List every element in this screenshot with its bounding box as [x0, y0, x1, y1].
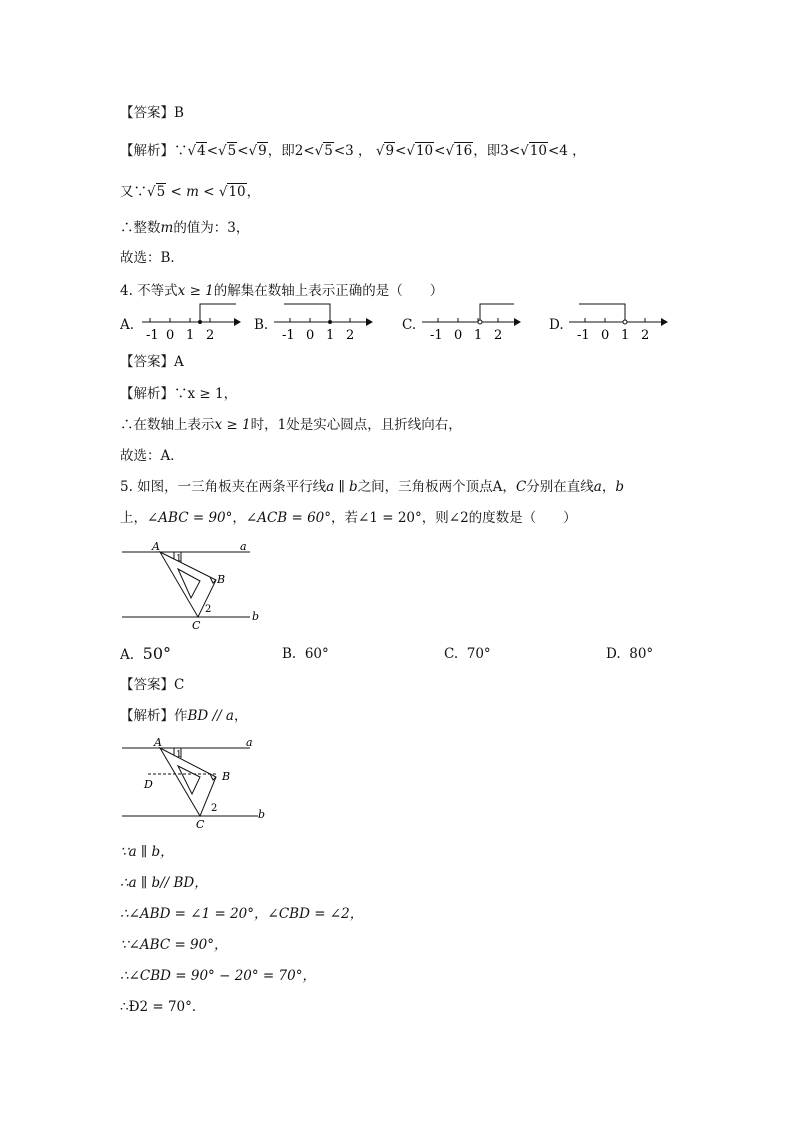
q5-option-a-value: 50°	[142, 644, 171, 663]
q3-analysis-line3	[120, 219, 249, 237]
q5-option-d-label: D.	[606, 646, 621, 662]
label-line-b: b	[252, 610, 260, 623]
q4-option-b-label: B.	[254, 317, 269, 333]
sqrt-10: √10	[406, 143, 434, 159]
because-symbol: ∵	[174, 143, 188, 159]
tick-label: 0	[166, 328, 175, 343]
q5-step-1: ∵a ∥ b，	[120, 844, 174, 860]
q4-option-d-number-line	[565, 298, 669, 344]
text-comma: ，	[246, 184, 261, 200]
analysis-label: 【解析】	[120, 143, 174, 159]
text-ze1: ，即2<	[267, 143, 315, 159]
q5-option-a	[120, 645, 171, 664]
label-c-point: C	[196, 818, 205, 831]
q4-analysis2	[120, 416, 462, 434]
text-lt4: <4 ，	[547, 143, 586, 159]
q4-analysis2-pre: ∴在数轴上表示	[120, 417, 215, 433]
q5-option-c	[444, 645, 491, 663]
q4-option-b-number-line	[270, 298, 374, 344]
q5-angle-acb: ∠ACB = 60°	[245, 510, 332, 526]
sqrt-10c: √10	[218, 184, 246, 200]
q5-stem2-post: 的度数是（ ）	[468, 510, 577, 526]
tick-label: 0	[601, 328, 610, 343]
q5-parallel-ab: a ∥ b	[326, 479, 358, 495]
q5-line-a: a	[593, 479, 602, 495]
q3-answer: 【答案】B	[120, 105, 184, 121]
sqrt-5b: √5	[314, 143, 333, 159]
sqrt-5: √5	[218, 143, 237, 159]
q5-stem1-pre: 5. 如图，一三角板夹在两条平行线	[120, 479, 327, 495]
q4-stem-math: x ≥ 1	[177, 283, 214, 299]
label-c-point: C	[192, 619, 201, 630]
q5-point-c: C	[515, 479, 527, 495]
label-angle-2: 2	[211, 803, 218, 814]
q4-stem-pre: 4. 不等式	[120, 283, 178, 299]
text-lt3: <3 ，	[333, 143, 372, 159]
q5-sep: ，	[232, 510, 246, 526]
tick-label: 2	[641, 328, 650, 343]
q4-answer: 【答案】A	[120, 354, 184, 370]
q4-stem-post: 的解集在数轴上表示正确的是（ ）	[213, 283, 444, 299]
tick-label: 0	[306, 328, 315, 343]
q3-choose: 故选：B．	[120, 250, 184, 266]
label-angle-2: 2	[205, 604, 212, 615]
q5-step-3: ∴∠ABD = ∠1 = 20°，∠CBD = ∠2，	[120, 906, 364, 922]
label-b-point: B	[222, 770, 231, 783]
sqrt-9: √9	[248, 143, 267, 159]
tick-label: 1	[186, 328, 195, 343]
q5-option-b	[282, 645, 329, 663]
q5-option-d-value: 80°	[629, 646, 654, 662]
q5-then: ，则	[421, 510, 449, 526]
q5-analysis-first	[120, 707, 247, 725]
sqrt-16: √16	[445, 143, 473, 159]
q5-angle-abc: ∠ABC = 90°	[147, 510, 233, 526]
q5-step-4: ∵∠ABC = 90°，	[120, 937, 228, 953]
text-also-because: 又∵	[120, 184, 147, 200]
q5-figure-solution	[118, 736, 268, 832]
label-b-point: B	[217, 573, 226, 586]
q5-option-b-value: 60°	[304, 646, 329, 662]
q4-option-a-label: A.	[120, 317, 135, 333]
q5-option-c-value: 70°	[466, 646, 491, 662]
q5-option-d	[606, 645, 653, 663]
var-m: m	[160, 220, 174, 236]
q5-step-6: ∴Ð2 = 70°．	[120, 999, 206, 1015]
label-angle-1: 1	[176, 750, 182, 760]
q5-stem1-mid: 之间，三角板两个顶点A，	[357, 479, 516, 495]
q5-if: ，若	[331, 510, 359, 526]
q4-analysis1-text: ∵x ≥ 1，	[174, 386, 238, 402]
sqrt-4: √4	[187, 143, 206, 159]
q5-option-c-label: C.	[444, 646, 459, 662]
label-line-b: b	[258, 808, 266, 821]
tick-label: 1	[474, 328, 483, 343]
q4-choose: 故选：A．	[120, 448, 184, 464]
q5-step-2: ∴a ∥ b// BD，	[120, 875, 208, 891]
tick-label: -1	[577, 328, 590, 343]
tick-label: 2	[494, 328, 503, 343]
label-line-a: a	[246, 736, 253, 749]
label-line-a: a	[240, 540, 247, 553]
q4-option-a-number-line	[138, 298, 242, 344]
q5-figure-triangle	[118, 538, 268, 630]
q4-option-d-label: D.	[549, 317, 564, 333]
q5-stem1-mid2: 分别在直线	[526, 479, 594, 495]
tick-label: 1	[621, 328, 630, 343]
q3-analysis-line1: 【解析】∵√4<√5<√9，即2<√5<3 ， √9<√10<√16，即3<√10<4 ，	[120, 143, 586, 159]
label-d-point: D	[144, 778, 153, 791]
q5-analysis-bd: BD // a	[187, 708, 234, 724]
var-m: m	[186, 184, 199, 200]
label-a-point: A	[154, 736, 162, 749]
q5-analysis-end: ，	[233, 708, 248, 724]
q5-option-a-label: A.	[120, 647, 135, 663]
q5-angle-1: ∠1 = 20°	[358, 510, 422, 526]
sqrt-9b: √9	[375, 143, 395, 159]
tick-label: 2	[206, 328, 215, 343]
analysis-label: 【解析】	[120, 386, 174, 402]
q5-option-b-label: B.	[282, 646, 297, 662]
q4-analysis1	[120, 385, 237, 403]
q5-answer: 【答案】C	[120, 677, 185, 693]
q4-option-c-label: C.	[402, 317, 417, 333]
label-a-point: A	[152, 540, 160, 553]
q4-option-c-number-line	[418, 298, 522, 344]
tick-label: -1	[146, 328, 159, 343]
q4-analysis2-post: 时，1处是实心圆点，且折线向右，	[250, 417, 462, 433]
q5-comma: ，	[601, 479, 616, 495]
q3-analysis-line2: 又∵√5 < m < √10，	[120, 184, 261, 200]
q5-stem-line2	[120, 509, 577, 527]
tick-label: 1	[326, 328, 335, 343]
sqrt-10b: √10	[520, 143, 547, 159]
label-angle-1: 1	[176, 554, 182, 564]
sqrt-5c: √5	[147, 184, 166, 200]
q5-step-5: ∴∠CBD = 90° − 20° = 70°，	[120, 968, 316, 984]
q5-analysis-make: 作	[174, 708, 188, 724]
tick-label: 2	[346, 328, 355, 343]
text-ze2: ，即3<	[473, 143, 521, 159]
tick-label: -1	[282, 328, 295, 343]
text-int: ∴整数	[120, 220, 161, 236]
analysis-label: 【解析】	[120, 708, 174, 724]
q5-stem-line1	[120, 478, 624, 496]
q4-analysis2-math: x ≥ 1	[214, 417, 251, 433]
text-value: 的值为：3，	[173, 220, 250, 236]
tick-label: 0	[454, 328, 463, 343]
q5-line-b: b	[615, 479, 624, 495]
tick-label: -1	[430, 328, 443, 343]
q5-stem2-pre: 上，	[120, 510, 147, 526]
q5-angle-2: ∠2	[448, 510, 469, 526]
